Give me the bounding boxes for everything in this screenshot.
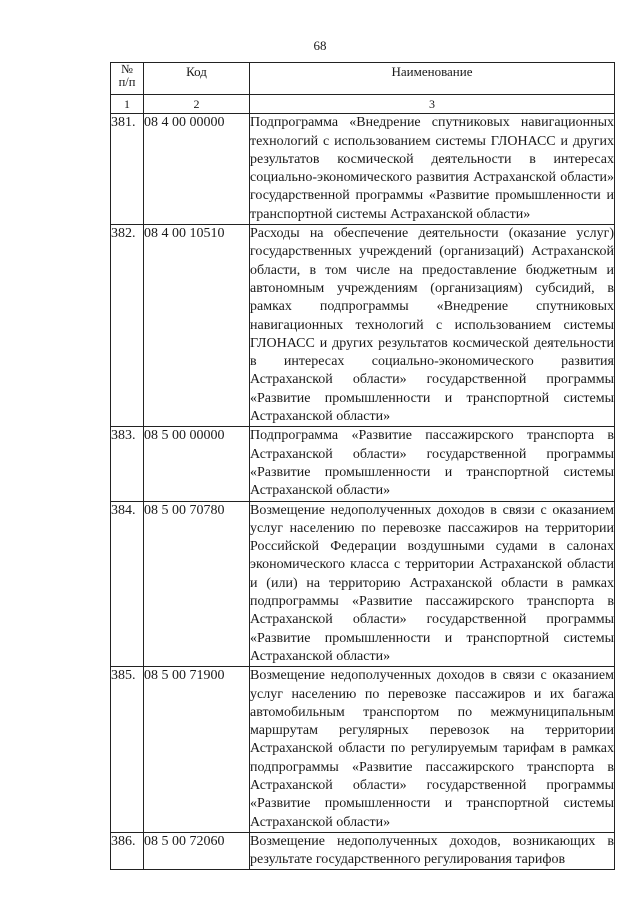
column-index-1: 1: [111, 95, 144, 114]
column-index-row: [111, 95, 615, 114]
table-row: [111, 427, 615, 501]
header-code: Код: [144, 63, 250, 95]
row-code: 08 5 00 72060: [144, 832, 250, 870]
row-name: Подпрограмма «Внедрение спутниковых навигационных технологий с использованием системы ГЛОНАСС и других результатов космической деятельности в интересах социально-экономического развития Астраханской области» государственной программы «Развитие промышленности и транспортной системы Астраханской области»: [250, 114, 615, 225]
table-row: [111, 501, 615, 667]
page-number: 68: [313, 38, 327, 53]
header-number-abbr: п/п: [118, 75, 136, 89]
row-code: 08 5 00 70780: [144, 501, 250, 667]
column-index-2: 2: [144, 95, 250, 114]
row-number: 381.: [111, 114, 144, 225]
header-name: Наименование: [250, 63, 615, 95]
row-number: 385.: [111, 667, 144, 833]
header-number: [111, 63, 144, 95]
row-number: 386.: [111, 832, 144, 870]
table-row: [111, 225, 615, 427]
table-row: [111, 667, 615, 833]
row-name: Возмещение недополученных доходов в связи с оказанием услуг населению по перевозке пассажиров на территории Российской Федерации воздушными судами в салонах экономического класса с территории Астраханской области и (или) на территорию Астраханской области в рамках подпрограммы «Развитие пассажирского транспорта в Астраханской области» государственной программы «Развитие промышленности и транспортной системы Астраханской области»: [250, 501, 615, 667]
row-code: 08 4 00 00000: [144, 114, 250, 225]
row-name: Расходы на обеспечение деятельности (оказание услуг) государственных учреждений (организаций) Астраханской области, в том числе на предоставление бюджетным и автономным учреждениям (организациям) субсидий, в рамках подпрограммы «Внедрение спутниковых навигационных технологий с использованием системы ГЛОНАСС и других результатов космической деятельности в интересах социально-экономического развития Астраханской области» государственной программы «Развитие промышленности и транспортной системы Астраханской области»: [250, 225, 615, 427]
row-code: 08 5 00 71900: [144, 667, 250, 833]
column-index-3: 3: [250, 95, 615, 114]
table-row: [111, 832, 615, 870]
table-header-row: [111, 63, 615, 95]
row-name: Возмещение недополученных доходов в связи с оказанием услуг населению по перевозке пассажиров и их багажа автомобильным транспортом по межмуниципальным маршрутам регулярных перевозок на территории Астраханской области по регулируемым тарифам в рамках подпрограммы «Развитие пассажирского транспорта в Астраханской области» государственной программы «Развитие промышленности и транспортной системы Астраханской области»: [250, 667, 615, 833]
row-name: Подпрограмма «Развитие пассажирского транспорта в Астраханской области» государственной программы «Развитие промышленности и транспортной системы Астраханской области»: [250, 427, 615, 501]
budget-classification-table: [110, 62, 615, 870]
header-number-symbol: №: [121, 62, 133, 76]
row-number: 382.: [111, 225, 144, 427]
row-code: 08 5 00 00000: [144, 427, 250, 501]
row-number: 384.: [111, 501, 144, 667]
row-name: Возмещение недополученных доходов, возникающих в результате государственного регулирования тарифов: [250, 832, 615, 870]
row-code: 08 4 00 10510: [144, 225, 250, 427]
row-number: 383.: [111, 427, 144, 501]
table-row: [111, 114, 615, 225]
